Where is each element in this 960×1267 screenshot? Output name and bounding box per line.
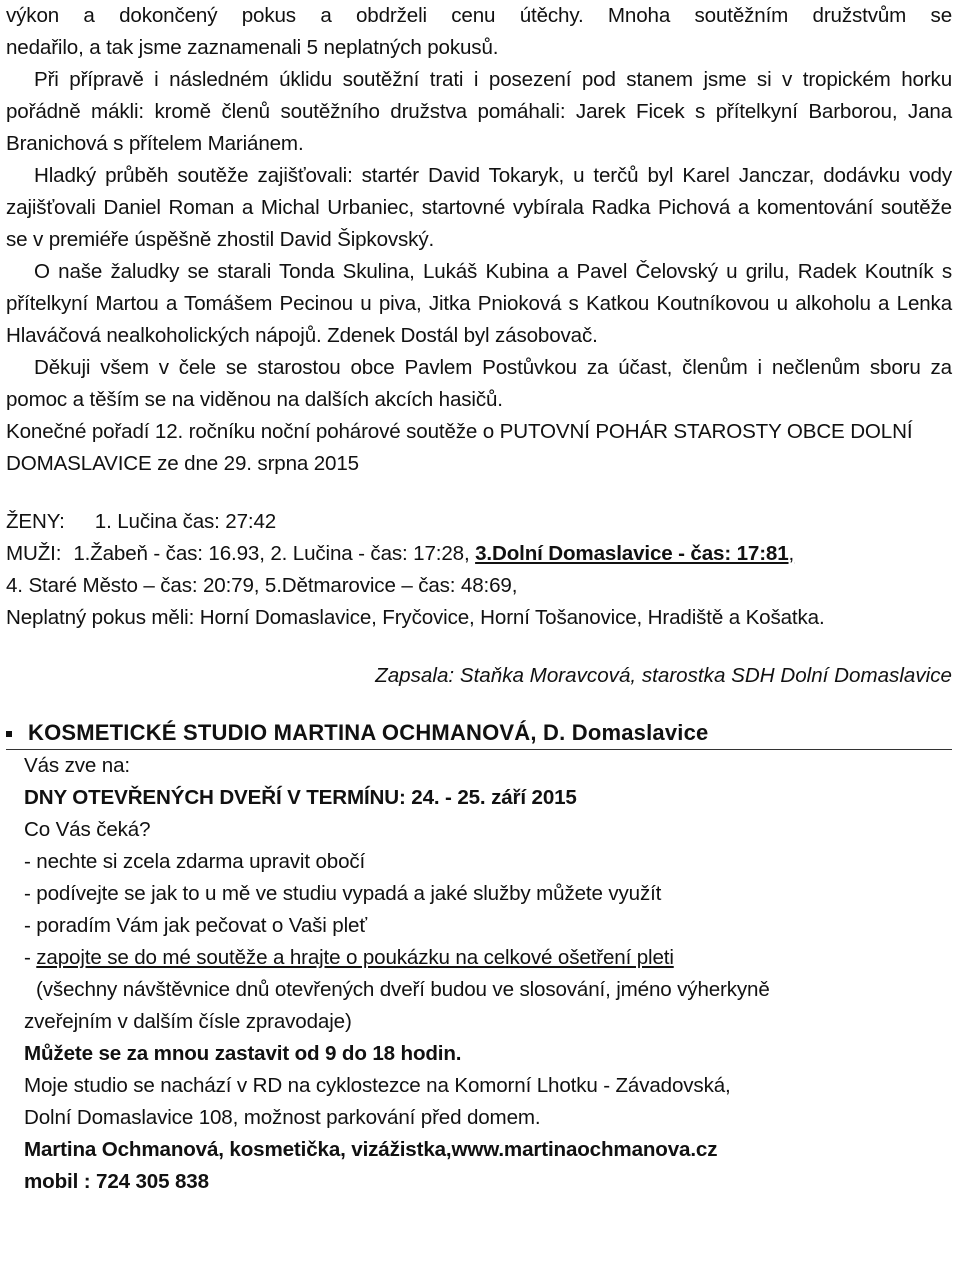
- invalid-attempts: Neplatný pokus měli: Horní Domaslavice, Fryčovice, Horní Tošanovice, Hradiště a Košatka.: [6, 606, 825, 629]
- results-men: [6, 538, 952, 570]
- studio-contest-text: zapojte se do mé soutěže a hrajte o poukázku na celkové ošetření pleti: [36, 946, 674, 969]
- bullet-icon: [6, 731, 12, 737]
- studio-heading: KOSMETICKÉ STUDIO MARTINA OCHMANOVÁ, D. Domaslavice: [28, 720, 709, 745]
- women-result: 1. Lučina čas: 27:42: [94, 510, 277, 533]
- studio-ad: [6, 750, 952, 1198]
- paragraph-1-line-2: nedařilo, a tak jsme zaznamenali 5 neplatných pokusů.: [6, 36, 499, 59]
- studio-mobile: mobil : 724 305 838: [24, 1170, 209, 1193]
- results-title: Konečné pořadí 12. ročníku noční pohárové soutěže o PUTOVNÍ POHÁR STAROSTY OBCE DOLNÍ DOMASLAVICE ze dne 29. srpna 2015: [6, 420, 913, 475]
- spacer: [6, 634, 952, 660]
- studio-event: DNY OTEVŘENÝCH DVEŘÍ V TERMÍNU: 24. - 25. září 2015: [24, 786, 577, 809]
- spacer: [6, 480, 952, 506]
- studio-address-line-2: Dolní Domaslavice 108, možnost parkování před domem.: [24, 1106, 541, 1129]
- studio-note-line-1: (všechny návštěvnice dnů otevřených dveří budou ve slosování, jméno výherkyně: [36, 978, 770, 1001]
- men-result-3: 3.Dolní Domaslavice - čas: 17:81: [475, 542, 789, 565]
- studio-question: Co Vás čeká?: [24, 818, 151, 841]
- studio-address-line-1: Moje studio se nachází v RD na cyklostezce na Komorní Lhotku - Závadovská,: [24, 1074, 731, 1097]
- studio-item: - nechte si zcela zdarma upravit obočí: [24, 850, 366, 873]
- paragraph-1-line-1: výkon a dokončený pokus a obdrželi cenu útěchy. Mnoha soutěžním družstvům se: [6, 4, 952, 27]
- results-women: [6, 506, 952, 538]
- studio-item: - podívejte se jak to u mě ve studiu vypadá a jaké služby můžete využít: [24, 882, 662, 905]
- women-label: ŽENY:: [6, 510, 65, 533]
- paragraph-organizers: Hladký průběh soutěže zajišťovali: startér David Tokaryk, u terčů byl Karel Janczar, dodávku vody zajišťovali Daniel Roman a Michal Urbaniec, startovné vybírala Radka Pichová a komentování soutěže se v premiéře úspěšně zhostil David Šipkovský.: [6, 164, 952, 251]
- men-result-1-2: 1.Žabeň - čas: 16.93, 2. Lučina - čas: 17:28,: [73, 542, 470, 565]
- paragraph-catering: O naše žaludky se starali Tonda Skulina, Lukáš Kubina a Pavel Čelovský u grilu, Radek Koutník s přítelkyní Martou a Tomášem Pecinou u piva, Jitka Pnioková s Katkou Koutníkovou u alkoholu a Lenka Hlaváčová nealkoholických nápojů. Zdenek Dostál byl zásobovač.: [6, 260, 952, 347]
- studio-item: - poradím Vám jak pečovat o Vaši pleť: [24, 914, 367, 937]
- studio-invite: Vás zve na:: [24, 754, 130, 777]
- studio-contact: Martina Ochmanová, kosmetička, vizážistka,www.martinaochmanova.cz: [24, 1138, 718, 1161]
- paragraph-thanks: Děkuji všem v čele se starostou obce Pavlem Postůvkou za účast, členům i nečlenům sboru za pomoc a těším se na viděnou na dalších akcích hasičů.: [6, 356, 952, 411]
- report-article: [6, 0, 952, 692]
- results-men-line-2: 4. Staré Město – čas: 20:79, 5.Dětmarovice – čas: 48:69,: [6, 574, 518, 597]
- paragraph-helpers: Při přípravě i následném úklidu soutěžní trati i posezení pod stanem jsme si v tropickém horku pořádně mákli: kromě členů soutěžního družstva pomáhali: Jarek Ficek s přítelkyní Barborou, Jana Branichová s přítelem Mariánem.: [6, 68, 952, 155]
- men-result-comma: ,: [788, 542, 795, 565]
- page: [6, 0, 952, 1198]
- studio-hours: Můžete se za mnou zastavit od 9 do 18 hodin.: [24, 1042, 462, 1065]
- studio-heading-bar: [6, 718, 952, 750]
- signature: Zapsala: Staňka Moravcová, starostka SDH Dolní Domaslavice: [375, 664, 952, 687]
- studio-item-prefix: -: [24, 946, 37, 969]
- studio-note-line-2: zveřejním v dalším čísle zpravodaje): [24, 1010, 352, 1033]
- men-label: MUŽI:: [6, 542, 62, 565]
- studio-item-contest: [24, 942, 952, 974]
- spacer: [6, 692, 952, 718]
